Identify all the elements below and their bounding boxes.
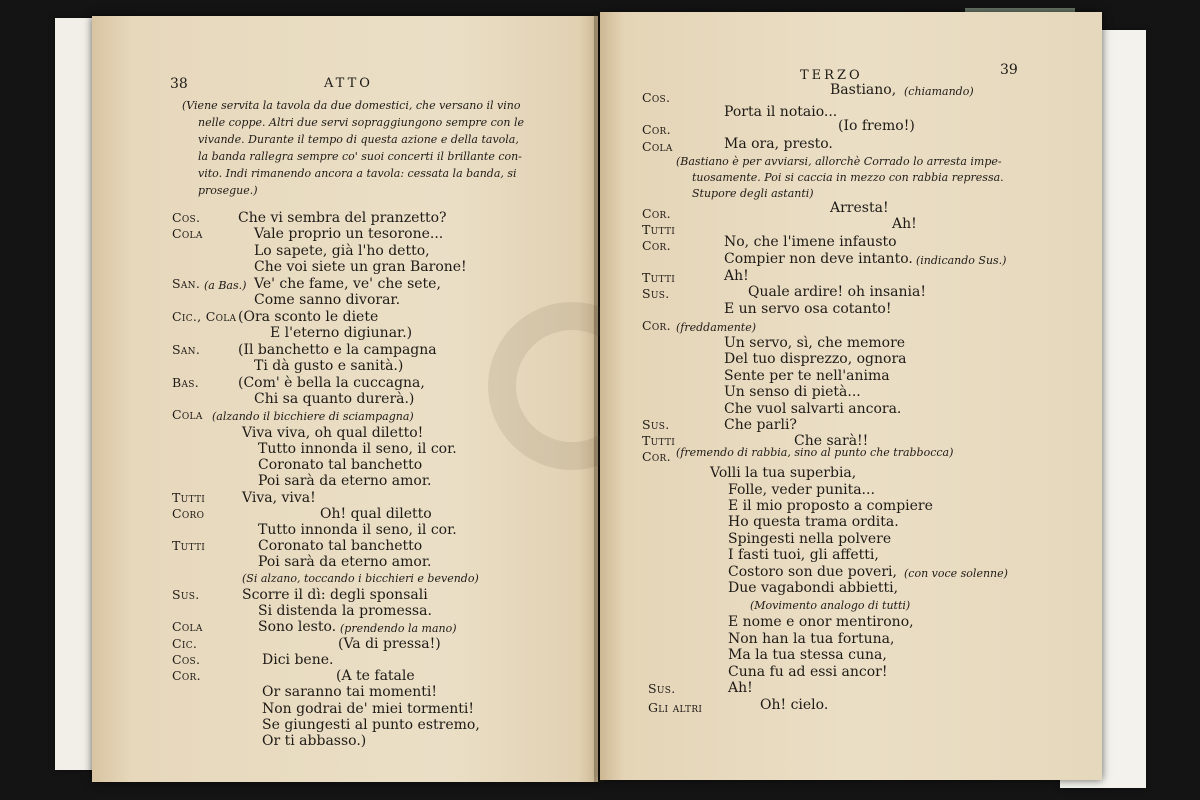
verse-line: Ah! — [892, 216, 917, 232]
verse-line: Ma la tua stessa cuna, — [728, 647, 887, 663]
stage-note: (fremendo di rabbia, sino al punto che trabbocca) — [676, 446, 954, 459]
verse-line: Oh! cielo. — [760, 697, 829, 713]
verse-line: E il mio proposto a compiere — [728, 498, 933, 514]
verse-line: Ti dà gusto e sanità.) — [254, 358, 404, 374]
speaker: Cola — [172, 407, 203, 422]
verse-line: Sono lesto. — [258, 619, 337, 635]
speaker: Bas. — [172, 375, 200, 390]
verse-line: E un servo osa cotanto! — [724, 301, 892, 317]
speaker: Sus. — [642, 286, 670, 301]
verse-line: Bastiano, — [830, 82, 897, 98]
verse-line: Volli la tua superbia, — [710, 465, 857, 481]
speaker: Cor. — [172, 668, 201, 683]
verse-line: No, che l'imene infausto — [724, 234, 897, 250]
left-page — [92, 16, 598, 782]
right-page — [600, 12, 1102, 780]
verse-line: Viva, viva! — [242, 490, 316, 506]
verse-line: Che sarà!! — [794, 433, 869, 449]
verse-line: Arresta! — [830, 200, 889, 216]
verse-line: E nome e onor mentirono, — [728, 614, 914, 630]
speaker: Tutti — [642, 270, 676, 285]
verse-line: Chi sa quanto durerà.) — [254, 391, 415, 407]
verse-line: Coronato tal banchetto — [258, 457, 423, 473]
verse-line: (Ora sconto le diete — [238, 309, 379, 325]
verse-line: Sente per te nell'anima — [724, 368, 890, 384]
stage-direction: tuosamente. Poi si caccia in mezzo con rabbia repressa. — [692, 171, 1004, 184]
verse-line: (Il banchetto e la campagna — [238, 342, 437, 358]
verse-line: Ma ora, presto. — [724, 136, 833, 152]
verse-line: Viva viva, oh qual diletto! — [242, 425, 424, 441]
verse-line: Che voi siete un gran Barone! — [254, 259, 467, 275]
speaker: San. — [172, 276, 201, 291]
speaker: Cola — [172, 226, 203, 241]
speaker: Cor. — [642, 122, 671, 137]
verse-line: Non han la tua fortuna, — [728, 631, 895, 647]
verse-line: Quale ardire! oh insania! — [748, 284, 926, 300]
verse-line: Oh! qual diletto — [320, 506, 432, 522]
speaker: Cic., Cola — [172, 309, 237, 324]
stage-direction: nelle coppe. Altri due servi sopraggiungono sempre con le — [198, 116, 524, 129]
verse-line: Tutto innonda il seno, il cor. — [258, 522, 457, 538]
speaker: Sus. — [172, 587, 200, 602]
verse-line: Che parli? — [724, 417, 797, 433]
verse-line: Or saranno tai momenti! — [262, 684, 438, 700]
verse-line: Dici bene. — [262, 652, 334, 668]
verse-line: (Io fremo!) — [838, 118, 915, 134]
stage-note: (indicando Sus.) — [916, 254, 1007, 267]
verse-line: Porta il notaio... — [724, 104, 838, 120]
stage-direction: vivande. Durante il tempo di questa azione e della tavola, — [198, 133, 519, 146]
verse-line: Cuna fu ad essi ancor! — [728, 664, 888, 680]
speaker: Tutti — [642, 222, 676, 237]
page-number: 39 — [1000, 62, 1018, 78]
verse-line: Non godrai de' miei tormenti! — [262, 701, 475, 717]
verse-line: Costoro son due poveri, — [728, 564, 897, 580]
verse-line: (Va di pressa!) — [338, 636, 441, 652]
speaker: Cor. — [642, 206, 671, 221]
speaker: Coro — [172, 506, 205, 521]
verse-line: Scorre il dì: degli sponsali — [242, 587, 428, 603]
verse-line: Ve' che fame, ve' che sete, — [254, 276, 441, 292]
stage-note: (freddamente) — [676, 321, 757, 334]
speaker: Tutti — [172, 538, 206, 553]
stage-direction: la banda rallegra sempre co' suoi concerti il brillante con- — [198, 150, 522, 163]
stage-direction: (Bastiano è per avviarsi, allorchè Corrado lo arresta impe- — [676, 155, 1002, 168]
stage-direction: vito. Indi rimanendo ancora a tavola: cessata la banda, si — [198, 167, 517, 180]
verse-line: Un servo, sì, che memore — [724, 335, 906, 351]
speaker: Cos. — [172, 652, 201, 667]
verse-line: Si distenda la promessa. — [258, 603, 432, 619]
speaker: Sus. — [642, 417, 670, 432]
verse-line: Che vi sembra del pranzetto? — [238, 210, 447, 226]
stage-direction: (Viene servita la tavola da due domestici, che versano il vino — [182, 99, 521, 112]
speaker: Cos. — [172, 210, 201, 225]
verse-line: Ho questa trama ordita. — [728, 514, 899, 530]
speaker: Cola — [172, 619, 203, 634]
speaker: Cola — [642, 139, 673, 154]
verse-line: Folle, veder punita... — [728, 482, 875, 498]
speaker: Tutti — [642, 433, 676, 448]
verse-line: (A te fatale — [336, 668, 415, 684]
stage-direction: prosegue.) — [198, 184, 258, 197]
stage-note: (prendendo la mano) — [340, 622, 457, 635]
page-number: 38 — [170, 76, 188, 92]
verse-line: Due vagabondi abbietti, — [728, 580, 899, 596]
speaker: Cor. — [642, 238, 671, 253]
verse-line: E l'eterno digiunar.) — [270, 325, 413, 341]
verse-line: Tutto innonda il seno, il cor. — [258, 441, 457, 457]
verse-line: Ah! — [724, 268, 749, 284]
stage-note: (con voce solenne) — [904, 567, 1008, 580]
page-header: TERZO — [800, 68, 863, 83]
speaker: Cor. — [642, 449, 671, 464]
verse-line: Spingesti nella polvere — [728, 531, 892, 547]
speaker: Cor. — [642, 318, 671, 333]
speaker: Cos. — [642, 90, 671, 105]
verse-line: Come sanno divorar. — [254, 292, 401, 308]
verse-line: Ah! — [728, 680, 753, 696]
verse-line: Poi sarà da eterno amor. — [258, 473, 432, 489]
verse-line: Del tuo disprezzo, ognora — [724, 351, 907, 367]
stage-note: (a Bas.) — [204, 279, 247, 292]
speaker: San. — [172, 342, 201, 357]
speaker: Sus. — [648, 681, 676, 696]
speaker: Tutti — [172, 490, 206, 505]
verse-line: Poi sarà da eterno amor. — [258, 554, 432, 570]
verse-line: I fasti tuoi, gli affetti, — [728, 547, 879, 563]
stage-note: (Si alzano, toccando i bicchieri e bevendo) — [242, 572, 479, 585]
verse-line: Se giungesti al punto estremo, — [262, 717, 480, 733]
verse-line: Che vuol salvarti ancora. — [724, 401, 902, 417]
verse-line: Un senso di pietà... — [724, 384, 861, 400]
verse-line: Compier non deve intanto. — [724, 251, 913, 267]
speaker: Gli altri — [648, 700, 703, 715]
stage-direction: Stupore degli astanti) — [692, 187, 814, 200]
verse-line: Coronato tal banchetto — [258, 538, 423, 554]
page-header: ATTO — [324, 76, 373, 91]
verse-line: Vale proprio un tesorone... — [254, 226, 444, 242]
verse-line: Lo sapete, già l'ho detto, — [254, 243, 430, 259]
speaker: Cic. — [172, 636, 198, 651]
verse-line: Or ti abbasso.) — [262, 733, 367, 749]
stage-note: (alzando il bicchiere di sciampagna) — [212, 410, 414, 423]
verse-line: (Com' è bella la cuccagna, — [238, 375, 425, 391]
stage-note: (chiamando) — [904, 85, 974, 98]
stage-note: (Movimento analogo di tutti) — [750, 599, 911, 612]
